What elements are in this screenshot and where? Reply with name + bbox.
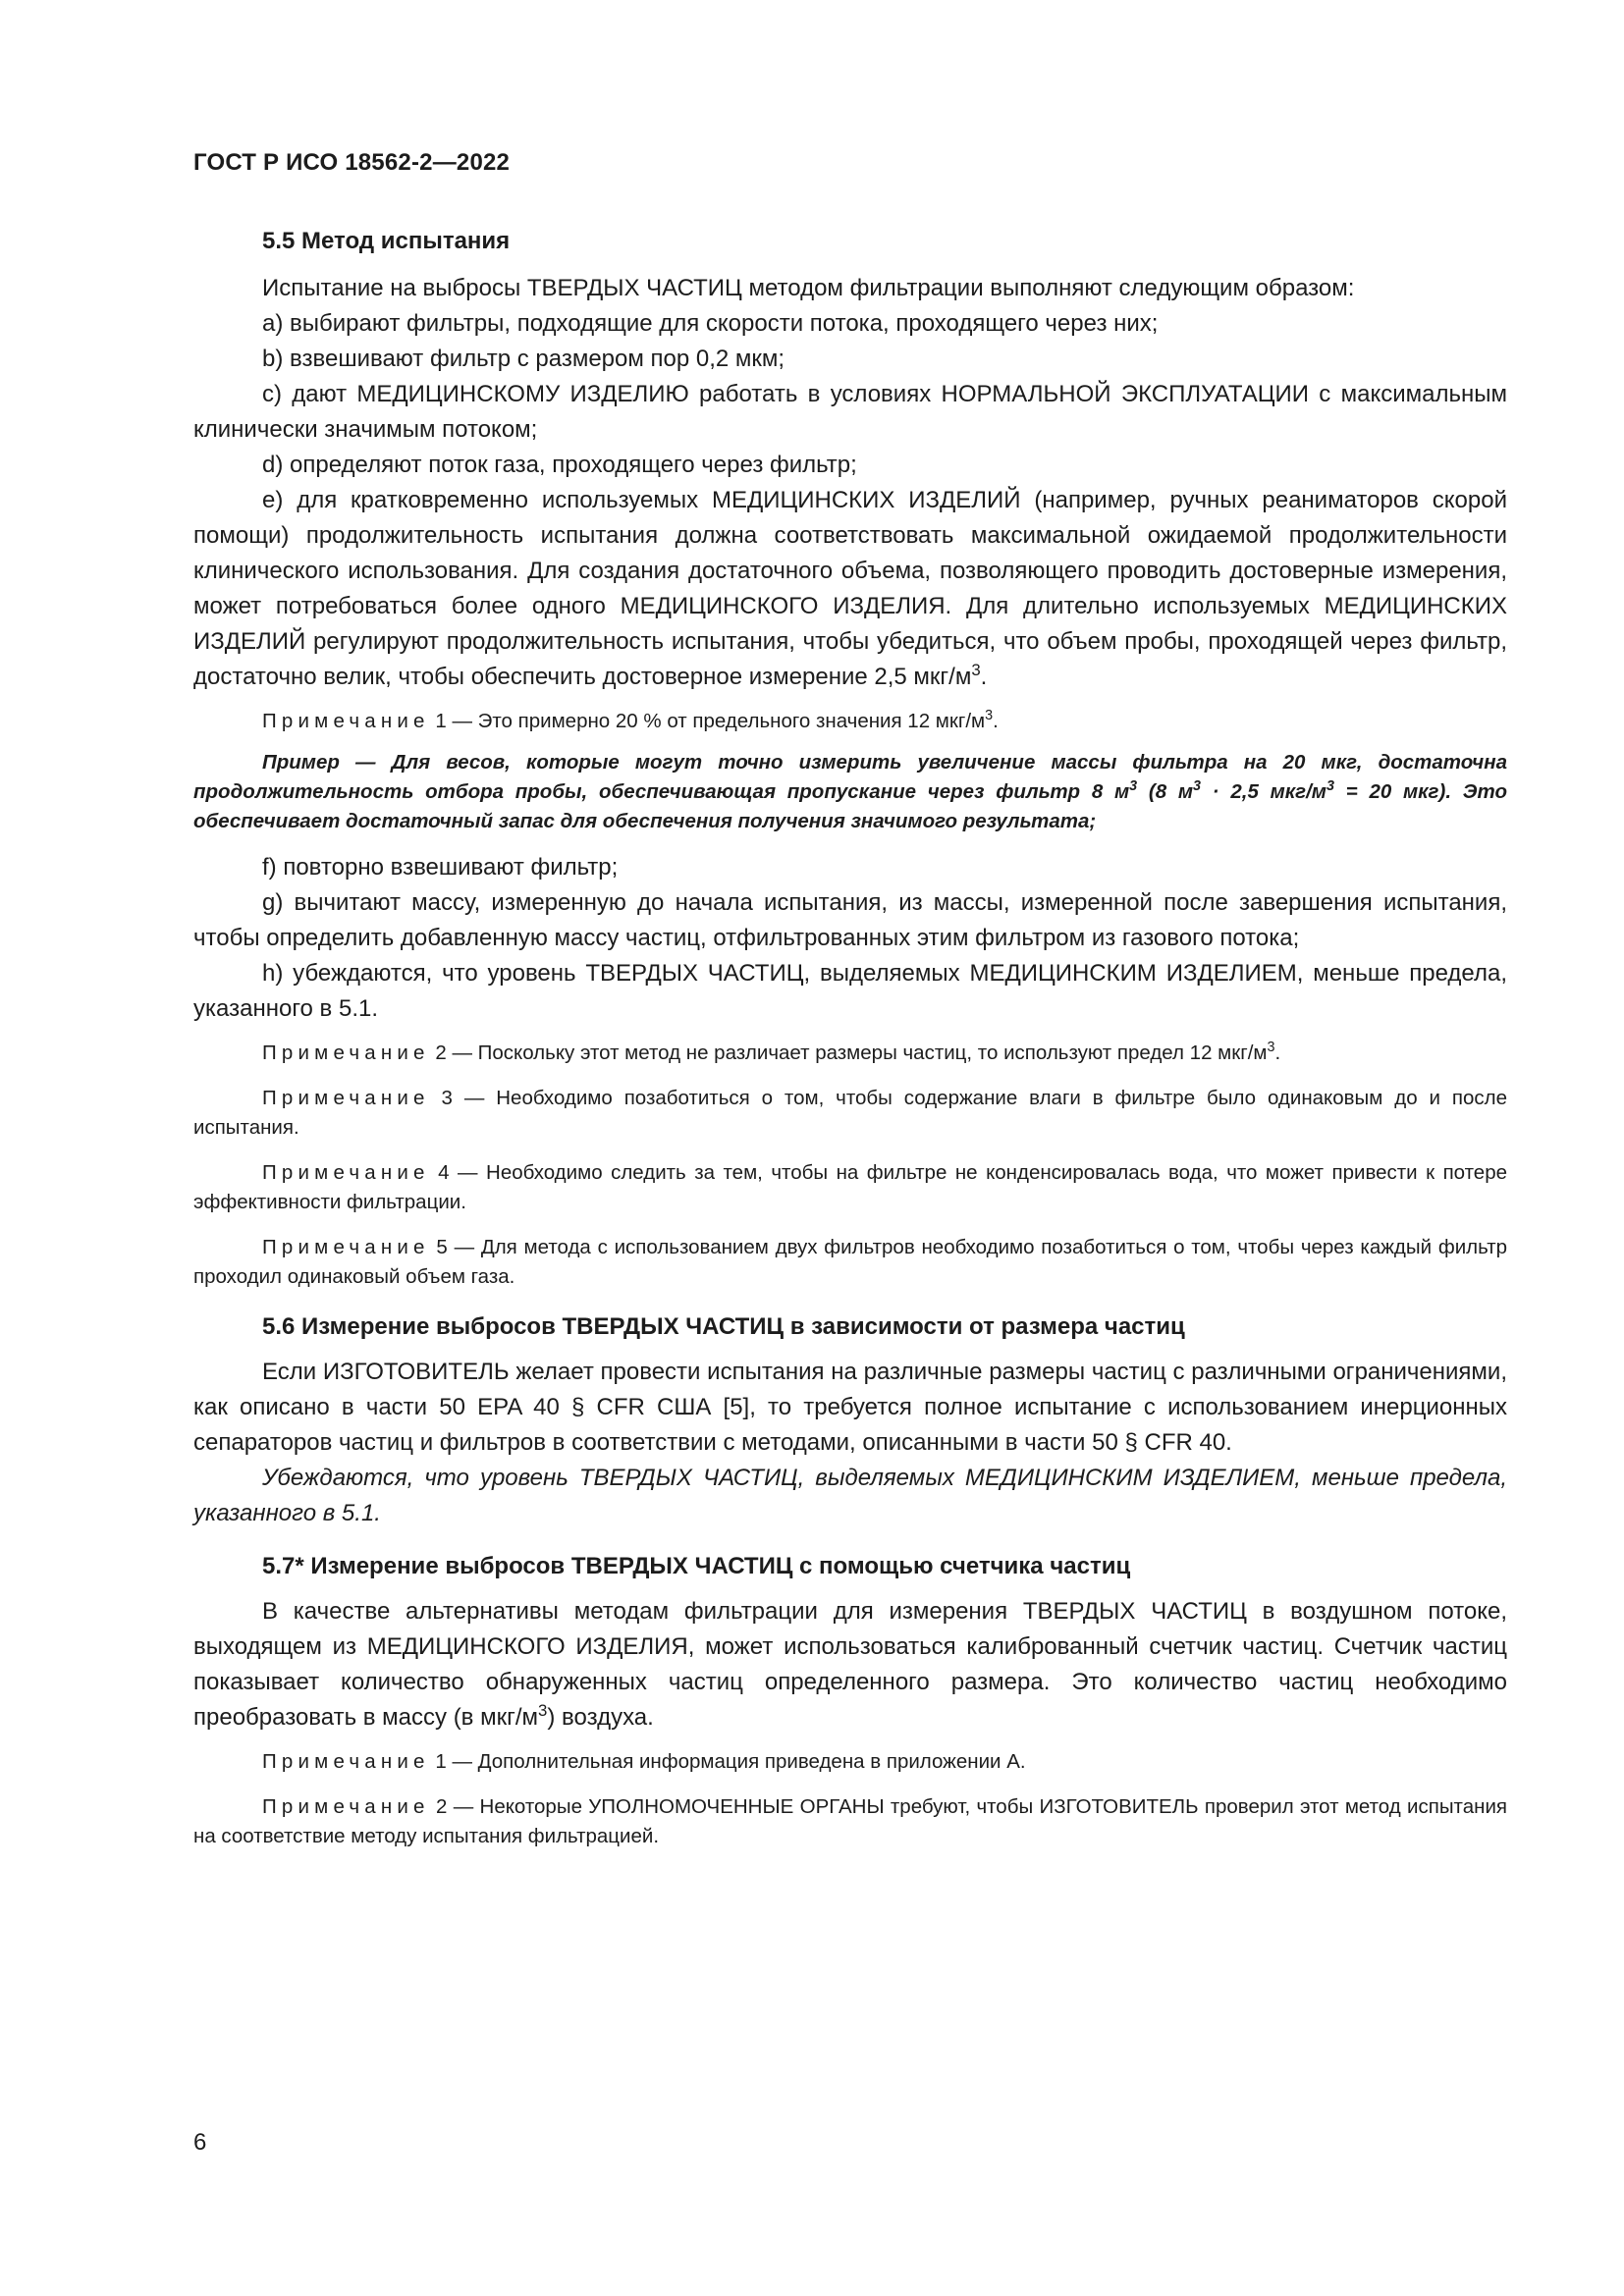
note-3: Примечание 3 — Необходимо позаботиться о том, чтобы содержание влаги в фильтре было одинаковым до и после испытания. [193, 1087, 1507, 1139]
section-5-6-conclusion: Убеждаются, что уровень ТВЕРДЫХ ЧАСТИЦ, выделяемых МЕДИЦИНСКИМ ИЗДЕЛИЕМ, меньше предела, указанного в 5.1. [193, 1465, 1507, 1526]
note-5: Примечание 5 — Для метода с использованием двух фильтров необходимо позаботиться о том, чтобы через каждый фильтр проходил одинаковый объем газа. [193, 1236, 1507, 1288]
list-item-f: f) повторно взвешивают фильтр; [262, 854, 619, 881]
list-item-c: c) дают МЕДИЦИНСКОМУ ИЗДЕЛИЮ работать в условиях НОРМАЛЬНОЙ ЭКСПЛУАТАЦИИ с максимальным клинически значимым потоком; [193, 381, 1507, 443]
note-4: Примечание 4 — Необходимо следить за тем, чтобы на фильтре не конденсировалась вода, что может привести к потере эффективности фильтрации. [193, 1161, 1507, 1213]
section-5-7-paragraph: В качестве альтернативы методам фильтрации для измерения ТВЕРДЫХ ЧАСТИЦ в воздушном потоке, выходящем из МЕДИЦИНСКОГО ИЗДЕЛИЯ, может использоваться калиброванный счетчик частиц. Счетчик частиц показывает количество обнаруженных частиц определенного размера. Это количество частиц необходимо преобразовать в массу (в мкг/$м^3$) воздуха. [193, 1598, 1507, 1731]
section-5-5-title: 5.5 Метод испытания [262, 228, 511, 254]
note-label: Примечание [262, 1161, 430, 1184]
note-2: Примечание 2 — Поскольку этот метод не различает размеры частиц, то используют предел 12 мкг/$м^3$. [262, 1040, 1281, 1064]
note-label: Примечание [262, 710, 430, 732]
note-label: Примечание [262, 1750, 430, 1773]
note-label: Примечание [262, 1795, 430, 1818]
list-item-h: h) убеждаются, что уровень ТВЕРДЫХ ЧАСТИЦ, выделяемых МЕДИЦИНСКИМ ИЗДЕЛИЕМ, меньше предела, указанного в 5.1. [193, 960, 1507, 1022]
document-body [193, 224, 1507, 1851]
note-1: Примечание 1 — Это примерно 20 % от предельного значения 12 мкг/$м^3$. [262, 708, 999, 732]
note-label: Примечание [262, 1087, 430, 1109]
document-header: ГОСТ Р ИСО 18562-2—2022 [193, 149, 511, 176]
page-number: 6 [193, 2129, 207, 2156]
note-5-7-2: Примечание 2 — Некоторые УПОЛНОМОЧЕННЫЕ ОРГАНЫ требуют, чтобы ИЗГОТОВИТЕЛЬ проверил этот метод испытания на соответствие методу испытания фильтрацией. [193, 1795, 1507, 1847]
note-5-7-1: Примечание 1 — Дополнительная информация приведена в приложении А. [262, 1750, 1026, 1773]
list-item-a: a) выбирают фильтры, подходящие для скорости потока, проходящего через них; [262, 310, 1159, 337]
section-5-7-title: 5.7* Измерение выбросов ТВЕРДЫХ ЧАСТИЦ с помощью счетчика частиц [262, 1553, 1131, 1579]
list-item-g: g) вычитают массу, измеренную до начала испытания, из массы, измеренной после завершения испытания, чтобы определить добавленную массу частиц, отфильтрованных этим фильтром из газового потока; [193, 889, 1507, 951]
example-paragraph: Пример — Для весов, которые могут точно измерить увеличение массы фильтра на 20 мкг, достаточна продолжительность отбора пробы, обеспечивающая пропускание через фильтр 8 $м^3$ (8 $м^3 \cdot 2,5$ мкг/$м^3 = 20$ мкг). Это обеспечивает достаточный запас для обеспечения получения значимого результата; [193, 751, 1507, 832]
note-label: Примечание [262, 1041, 430, 1064]
section-5-6-paragraph: Если ИЗГОТОВИТЕЛЬ желает провести испытания на различные размеры частиц с различными ограничениями, как описано в части 50 EPA 40 § CFR США [5], то требуется полное испытание с использованием инерционных сепараторов частиц и фильтров в соответствии с методами, описанными в части 50 § CFR 40. [193, 1359, 1507, 1456]
list-item-e: e) для кратковременно используемых МЕДИЦИНСКИХ ИЗДЕЛИЙ (например, ручных реаниматоров скорой помощи) продолжительность испытания должна соответствовать максимальной ожидаемой продолжительности клинического использования. Для создания достаточного объема, позволяющего проводить достоверные измерения, может потребоваться более одного МЕДИЦИНСКОГО ИЗДЕЛИЯ. Для длительно используемых МЕДИЦИНСКИХ ИЗДЕЛИЙ регулируют продолжительность испытания, чтобы убедиться, что объем пробы, проходящей через фильтр, достаточно велик, чтобы обеспечить достоверное измерение 2,5 мкг/$м^3$. [193, 487, 1507, 690]
note-label: Примечание [262, 1236, 430, 1258]
list-item-b: b) взвешивают фильтр с размером пор 0,2 мкм; [262, 346, 785, 372]
section-5-5-intro: Испытание на выбросы ТВЕРДЫХ ЧАСТИЦ методом фильтрации выполняют следующим образом: [262, 275, 1355, 301]
list-item-d: d) определяют поток газа, проходящего через фильтр; [262, 452, 857, 478]
section-5-6-title: 5.6 Измерение выбросов ТВЕРДЫХ ЧАСТИЦ в зависимости от размера частиц [262, 1313, 1185, 1340]
